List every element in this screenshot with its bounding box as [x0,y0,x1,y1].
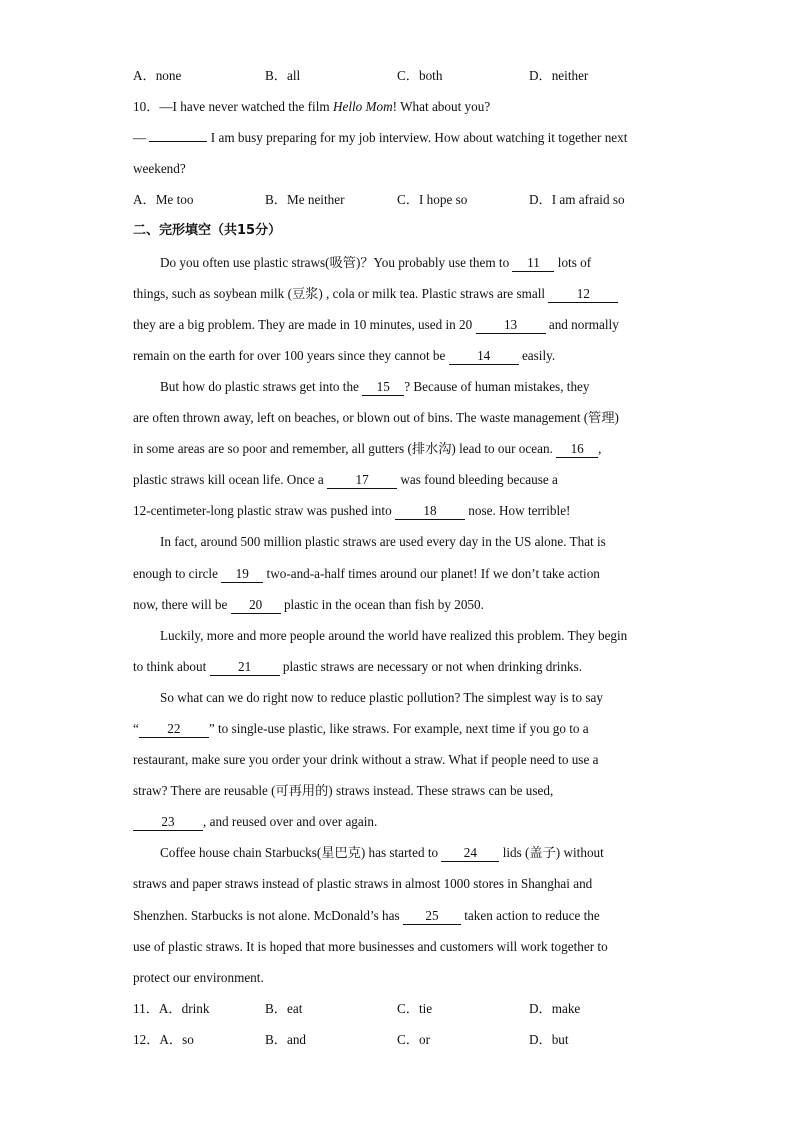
blank-23[interactable]: 23 [133,814,203,831]
passage-line: So what can we do right now to reduce plastic pollution? The simplest way is to say [160,689,603,705]
q10-stem [133,93,661,124]
text: to think about [133,658,210,674]
q9-option-c: C．both [397,68,443,83]
q10-option-b: B．Me neither [265,192,345,208]
text: plastic in the ocean than fish by 2050. [280,596,484,612]
q10-answer-blank[interactable] [149,141,207,142]
passage-line: straw? There are reusable (可再用的) straws instead. These straws can be used, [133,783,554,799]
text: Coffee house chain Starbucks(星巴克) has started to [160,845,442,861]
passage-line [133,466,661,497]
q10-stem-text: 10．—I have never watched the film [133,99,333,115]
passage-line [133,560,661,591]
q12-options [133,1026,661,1057]
q11-option-d: D．make [529,1000,581,1016]
q10-options [133,186,661,217]
text: “ [133,720,139,736]
q9-options [133,62,661,93]
blank-16[interactable]: 16 [556,441,598,458]
text: lots of [554,254,592,270]
q12-option-c: C．or [397,1031,430,1047]
text: in some areas are so poor and remember, all gutters (排水沟) lead to our ocean. [133,441,557,457]
q10-stem-end: ! What about you? [392,99,491,115]
passage-line [133,249,661,280]
q11-options [133,995,661,1026]
text: was found bleeding because a [397,472,558,488]
passage-line [133,653,661,684]
text: ” to single-use plastic, like straws. For example, next time if you go to a [208,720,589,736]
passage-line [133,373,661,404]
q9-option-d: D．neither [529,68,589,83]
text: now, there will be [133,596,231,612]
text: lids (盖子) without [499,845,604,861]
q10-reply-text: I am busy preparing for my job interview. How about watching it together next [207,130,628,146]
blank-21[interactable]: 21 [210,659,280,676]
q10-option-a: A．Me too [133,192,194,208]
text: and normally [545,316,619,332]
blank-13[interactable]: 13 [476,317,546,334]
q12-option-d: D．but [529,1031,569,1047]
text: easily. [518,347,556,363]
passage-line: straws and paper straws instead of plastic straws in almost 1000 stores in Shanghai and [133,876,593,892]
passage-line: Luckily, more and more people around the world have realized this problem. They begin [160,627,628,643]
q12-option-b: B．and [265,1031,307,1047]
blank-18[interactable]: 18 [395,503,465,520]
q11-option-b: B．eat [265,1000,303,1016]
text: 12-centimeter-long plastic straw was pushed into [133,503,395,519]
text: Shenzhen. Starbucks is not alone. McDonald’s has [133,907,403,923]
text: , and reused over and over again. [203,814,378,830]
passage-line: protect our environment. [133,969,264,985]
passage-line: In fact, around 500 million plastic straws are used every day in the US alone. That is [160,534,606,550]
passage-line [133,435,661,466]
passage-line [133,902,661,933]
blank-14[interactable]: 14 [449,348,519,365]
passage-line [133,808,661,839]
text: two-and-a-half times around our planet! If we don’t take action [263,565,600,581]
text: they are a big problem. They are made in 10 minutes, used in 20 [133,316,476,332]
blank-15[interactable]: 15 [362,379,404,396]
blank-17[interactable]: 17 [327,472,397,489]
text: But how do plastic straws get into the [160,378,363,394]
blank-20[interactable]: 20 [231,597,281,614]
q10-dash: — [133,130,150,146]
passage-line [133,715,661,746]
q9-option-a: A．none [133,68,182,83]
text: things, such as soybean milk (豆浆) , cola or milk tea. Plastic straws are small [133,285,549,301]
q11-option-c: C．tie [397,1000,433,1016]
passage-line [133,342,661,373]
q10-option-d: D．I am afraid so [529,192,625,208]
text: ? Because of human mistakes, they [404,378,590,394]
blank-24[interactable]: 24 [441,845,499,862]
q11-option-a: 11．A．drink [133,1000,210,1016]
text: enough to circle [133,565,222,581]
q10-reply [133,124,661,155]
passage-line: restaurant, make sure you order your drink without a straw. What if people need to use a [133,752,599,768]
text: remain on the earth for over 100 years since they cannot be [133,347,449,363]
section-title: 二、完形填空（共15分） [133,223,282,239]
film-title: Hello Mom [332,99,393,115]
blank-19[interactable]: 19 [221,566,263,583]
passage-line: are often thrown away, left on beaches, or blown out of bins. The waste management (管理) [133,410,619,426]
blank-22[interactable]: 22 [139,721,209,738]
blank-11[interactable]: 11 [512,255,554,272]
q10-reply-cont: weekend? [133,161,186,177]
q10-option-c: C．I hope so [397,192,468,208]
passage-line [133,591,661,622]
blank-12[interactable]: 12 [548,286,618,303]
passage-line: use of plastic straws. It is hoped that more businesses and customers will work together to [133,938,608,954]
exam-page [133,62,661,1057]
q9-option-b: B．all [265,68,301,83]
text: taken action to reduce the [460,907,600,923]
text: nose. How terrible! [464,503,571,519]
text: plastic straws are necessary or not when drinking drinks. [279,658,583,674]
blank-25[interactable]: 25 [403,908,461,925]
passage-line [133,280,661,311]
passage-line [133,839,661,870]
passage-line [133,311,661,342]
text: plastic straws kill ocean life. Once a [133,472,328,488]
text: Do you often use plastic straws(吸管)？You probably use them to [160,254,513,270]
q12-option-a: 12．A．so [133,1031,194,1047]
text: , [598,441,602,457]
passage-line [133,497,661,528]
